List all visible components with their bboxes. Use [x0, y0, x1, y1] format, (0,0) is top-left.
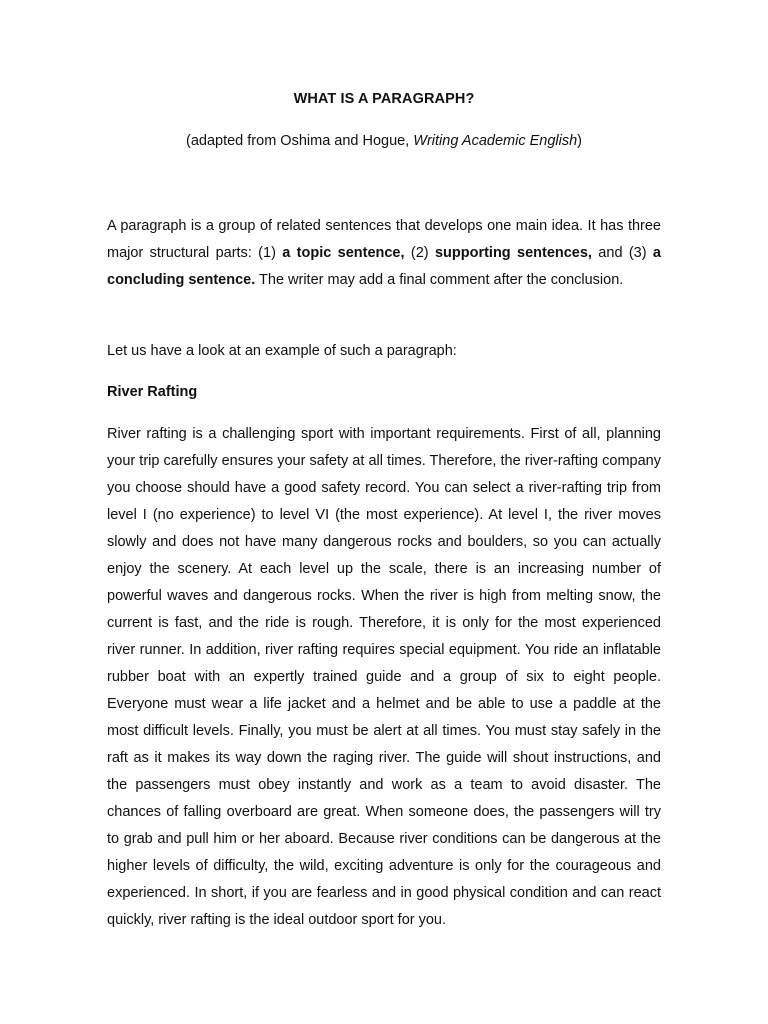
- term-topic-sentence: a topic sentence,: [282, 245, 405, 261]
- lead-in-sentence: Let us have a look at an example of such a paragraph:: [107, 343, 457, 359]
- intro-text-2: (2): [404, 245, 435, 261]
- intro-paragraph: [107, 213, 661, 294]
- intro-text-1: A paragraph is a group of related sentences that develops one main idea. It has three major structural parts: (1): [107, 218, 661, 261]
- document-title: WHAT IS A PARAGRAPH?: [293, 91, 475, 107]
- term-supporting-sentences: supporting sentences,: [434, 245, 592, 261]
- source-prefix: (adapted from Oshima and Hogue,: [186, 133, 414, 149]
- term-concluding-sentence: a concluding sentence.: [107, 245, 661, 288]
- source-suffix: ): [577, 133, 582, 149]
- source-citation: [0, 133, 768, 149]
- source-book-title: Writing Academic English: [413, 133, 578, 149]
- intro-text-4: The writer may add a final comment after the conclusion.: [255, 272, 624, 288]
- intro-text-3: and (3): [591, 245, 653, 261]
- example-paragraph: River rafting is a challenging sport with important requirements. First of all, planning your trip carefully ensures your safety at all times. Therefore, the river-rafting company you choose should have a good safety record. You can select a river-rafting trip from level I (no experience) to level VI (the most experience). At level I, the river moves slowly and does not have many dangerous rocks and boulders, so you can actually enjoy the scenery. At each level up the scale, there is an increasing number of powerful waves and dangerous rocks. When the river is high from melting snow, the current is fast, and the ride is rough. Therefore, it is only for the most experienced river runner. In addition, river rafting requires special equipment. You ride an inflatable rubber boat with an expertly trained guide and a group of six to eight people. Everyone must wear a life jacket and a helmet and be able to use a paddle at the most difficult levels. Finally, you must be alert at all times. You must stay safely in the raft as it makes its way down the raging river. The guide will shout instructions, and the passengers must obey instantly and work as a team to avoid disaster. The chances of falling overboard are great. When someone does, the passengers will try to grab and pull him or her aboard. Because river conditions can be dangerous at the higher levels of difficulty, the wild, exciting adventure is only for the courageous and experienced. In short, if you are fearless and in good physical condition and can react quickly, river rafting is the ideal outdoor sport for you.: [107, 426, 661, 928]
- example-heading: River Rafting: [107, 384, 198, 400]
